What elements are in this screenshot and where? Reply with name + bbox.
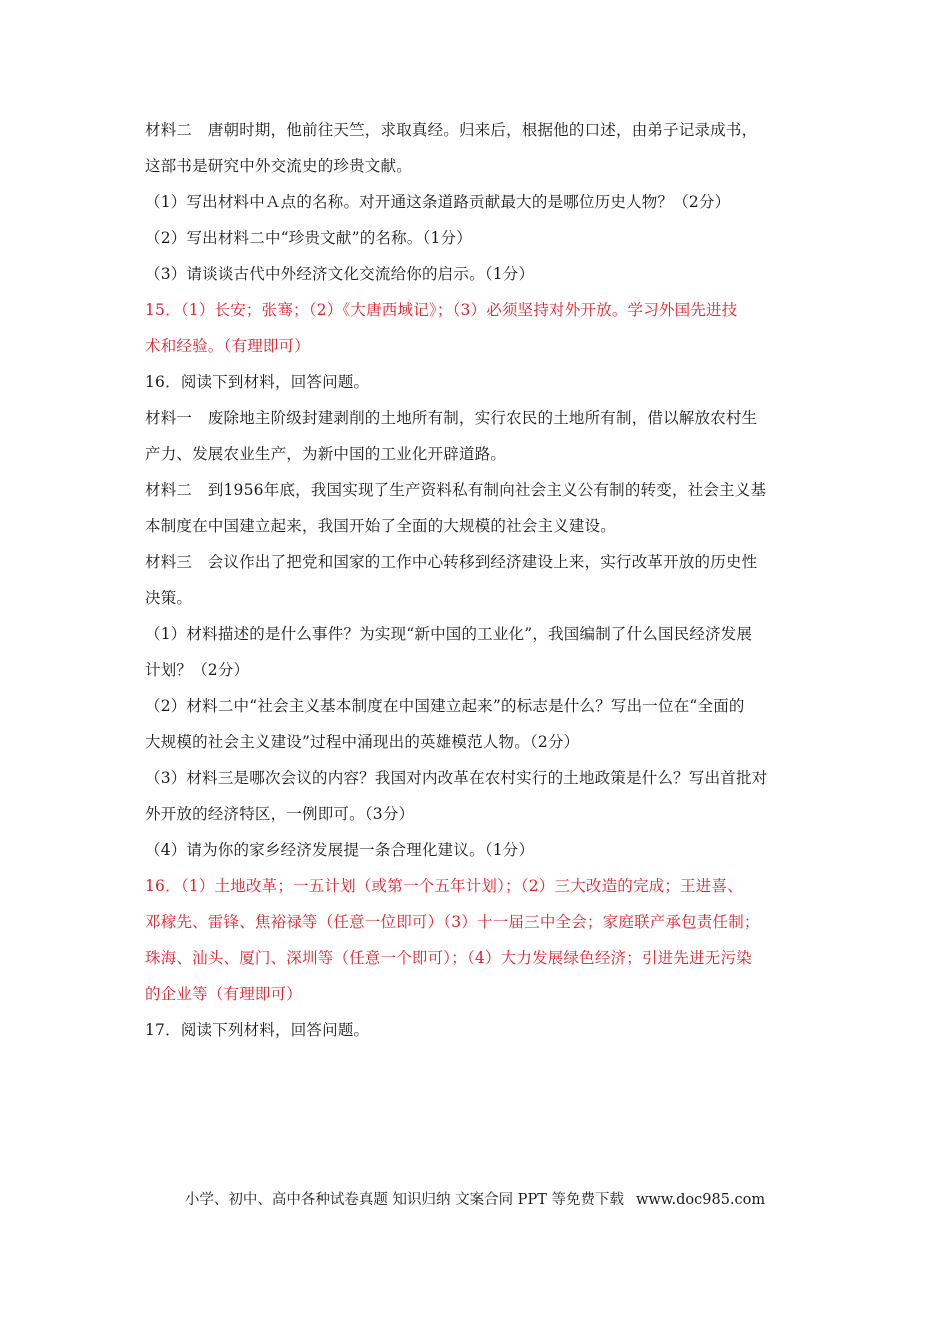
answer-line: 邓稼先、雷锋、焦裕禄等（任意一位即可）（3）十一届三中全会；家庭联产承包责任制； bbox=[145, 913, 760, 931]
answer-line: 的企业等（有理即可） bbox=[145, 985, 303, 1003]
text-line: 外开放的经济特区，一例即可。（3分） bbox=[145, 805, 415, 823]
answer-line: 术和经验。（有理即可） bbox=[145, 337, 310, 355]
text-line: （3）请谈谈古代中外经济文化交流给你的启示。（1分） bbox=[145, 265, 535, 283]
footer-site-link[interactable]: www.doc985.com bbox=[635, 1192, 766, 1208]
text-line: 材料二 到1956年底，我国实现了生产资料私有制向社会主义公有制的转变，社会主义基 bbox=[145, 481, 767, 499]
text-line: 材料二 唐朝时期，他前往天竺，求取真经。归来后，根据他的口述，由弟子记录成书， bbox=[145, 121, 758, 139]
text-line: （1）写出材料中Ａ点的名称。对开通这条道路贡献最大的是哪位历史人物？（2分） bbox=[145, 193, 731, 211]
text-line: 大规模的社会主义建设”过程中涌现出的英雄模范人物。（2分） bbox=[145, 733, 580, 751]
text-line: （4）请为你的家乡经济发展提一条合理化建议。（1分） bbox=[145, 841, 535, 859]
answer-line: 15．（1）长安；张骞；（2）《大唐西域记》；（3）必须坚持对外开放。学习外国先进技 bbox=[145, 301, 738, 319]
text-line: 材料三 会议作出了把党和国家的工作中心转移到经济建设上来，实行改革开放的历史性 bbox=[145, 553, 758, 571]
text-line: 本制度在中国建立起来，我国开始了全面的大规模的社会主义建设。 bbox=[145, 517, 617, 535]
text-line: 计划？（2分） bbox=[145, 661, 250, 679]
document-body bbox=[145, 112, 815, 1048]
text-line: （2）材料二中“社会主义基本制度在中国建立起来”的标志是什么？写出一位在“全面的 bbox=[145, 697, 745, 715]
footer-text: 小学、初中、高中各种试卷真题 知识归纳 文案合同 PPT 等免费下载 bbox=[184, 1192, 624, 1208]
text-line: 材料一 废除地主阶级封建剥削的土地所有制，实行农民的土地所有制，借以解放农村生 bbox=[145, 409, 758, 427]
text-line: （3）材料三是哪次会议的内容？我国对内改革在农村实行的土地政策是什么？写出首批对 bbox=[145, 769, 768, 787]
answer-line: 珠海、汕头、厦门、深圳等（任意一个即可）；（4）大力发展绿色经济；引进先进无污染 bbox=[145, 949, 752, 967]
text-line: 16．阅读下到材料，回答问题。 bbox=[145, 373, 370, 391]
text-line: 17．阅读下列材料，回答问题。 bbox=[145, 1021, 370, 1039]
text-line: （1）材料描述的是什么事件？为实现“新中国的工业化”，我国编制了什么国民经济发展 bbox=[145, 625, 753, 643]
text-line: 决策。 bbox=[145, 589, 193, 607]
text-line: 这部书是研究中外交流史的珍贵文献。 bbox=[145, 157, 412, 175]
text-line: （2）写出材料二中“珍贵文献”的名称。（1分） bbox=[145, 229, 472, 247]
page-footer bbox=[0, 1188, 950, 1209]
text-line: 产力、发展农业生产，为新中国的工业化开辟道路。 bbox=[145, 445, 507, 463]
answer-line: 16．（1）土地改革；一五计划（或第一个五年计划）；（2）三大改造的完成；王进喜、 bbox=[145, 877, 743, 895]
